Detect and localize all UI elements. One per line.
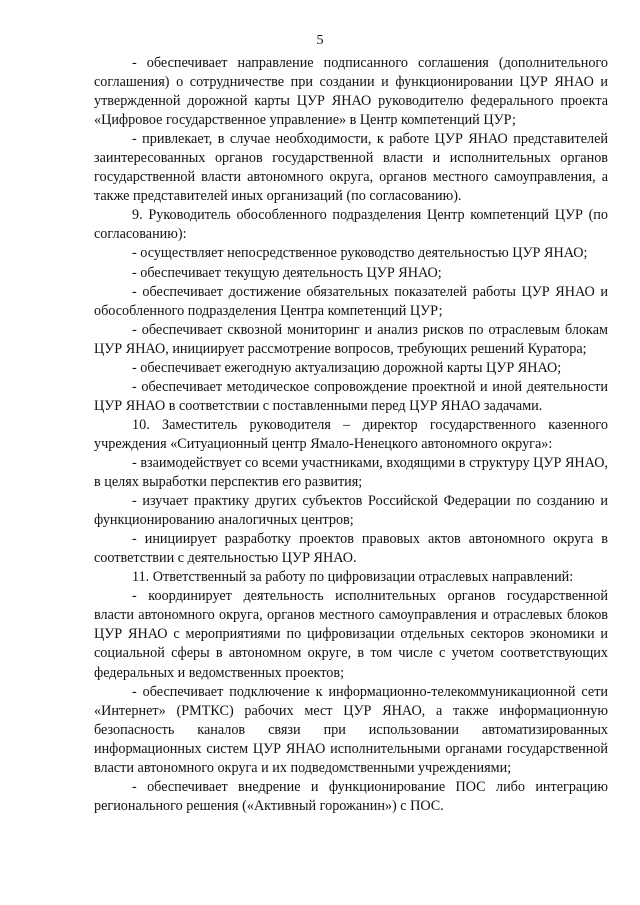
paragraph: - обеспечивает текущую деятельность ЦУР ЯНАО;	[132, 264, 442, 281]
paragraph: - обеспечивает достижение обязательных показателей работы ЦУР ЯНАО и обособленного подразделения Центра компетенций ЦУР;	[94, 283, 608, 319]
paragraph: - обеспечивает методическое сопровождение проектной и иной деятельности ЦУР ЯНАО в соответствии с поставленными перед ЦУР ЯНАО задачами.	[94, 378, 608, 414]
paragraph: - обеспечивает внедрение и функционирование ПОС либо интеграцию регионального решения («Активный горожанин») с ПОС.	[94, 778, 608, 814]
document-body	[94, 54, 608, 816]
paragraph: - изучает практику других субъектов Российской Федерации по созданию и функционированию аналогичных центров;	[94, 493, 608, 529]
paragraph: 11. Ответственный за работу по цифровизации отраслевых направлений:	[132, 569, 574, 586]
paragraph: - обеспечивает ежегодную актуализацию дорожной карты ЦУР ЯНАО;	[132, 359, 562, 376]
paragraph: - обеспечивает направление подписанного соглашения (дополнительного соглашения) о сотрудничестве при создании и функционировании ЦУР ЯНАО и утвержденной дорожной карты ЦУР ЯНАО руководителю федерального проекта «Цифровое государственное управление» в Центр компетенций ЦУР;	[94, 55, 608, 129]
paragraph: 9. Руководитель обособленного подразделения Центр компетенций ЦУР (по согласованию):	[94, 207, 608, 243]
paragraph: - привлекает, в случае необходимости, к работе ЦУР ЯНАО представителей заинтересованных органов государственной власти и исполнительных органов государственной власти автономного округа, органов местного самоуправления, а также представителей иных организаций (по согласованию).	[94, 131, 608, 205]
paragraph: - осуществляет непосредственное руководство деятельностью ЦУР ЯНАО;	[132, 245, 588, 262]
paragraph: - обеспечивает сквозной мониторинг и анализ рисков по отраслевым блокам ЦУР ЯНАО, инициирует рассмотрение вопросов, требующих решений Куратора;	[94, 321, 608, 357]
paragraph: - взаимодействует со всеми участниками, входящими в структуру ЦУР ЯНАО, в целях выработки перспектив его развития;	[94, 454, 608, 491]
page-number: 5	[316, 33, 324, 48]
paragraph: 10. Заместитель руководителя – директор государственного казенного учреждения «Ситуационный центр Ямало-Ненецкого автономного округа»:	[94, 416, 608, 452]
paragraph: - инициирует разработку проектов правовых актов автономного округа в соответствии с деятельностью ЦУР ЯНАО.	[94, 531, 608, 567]
paragraph: - координирует деятельность исполнительных органов государственной власти автономного округа, органов местного самоуправления и отраслевых блоков ЦУР ЯНАО с мероприятиями по цифровизации отдельных секторов экономики и социальной сферы в автономном округе, в том числе с учетом соответствующих федеральных и ведомственных проектов;	[94, 588, 608, 681]
paragraph: - обеспечивает подключение к информационно-телекоммуникационной сети «Интернет» (РМТКС) рабочих мест ЦУР ЯНАО, а также информационную безопасность каналов связи при использовании автоматизированных информационных систем ЦУР ЯНАО исполнительными органами государственной власти автономного округа и их подведомственными учреждениями;	[94, 683, 608, 776]
